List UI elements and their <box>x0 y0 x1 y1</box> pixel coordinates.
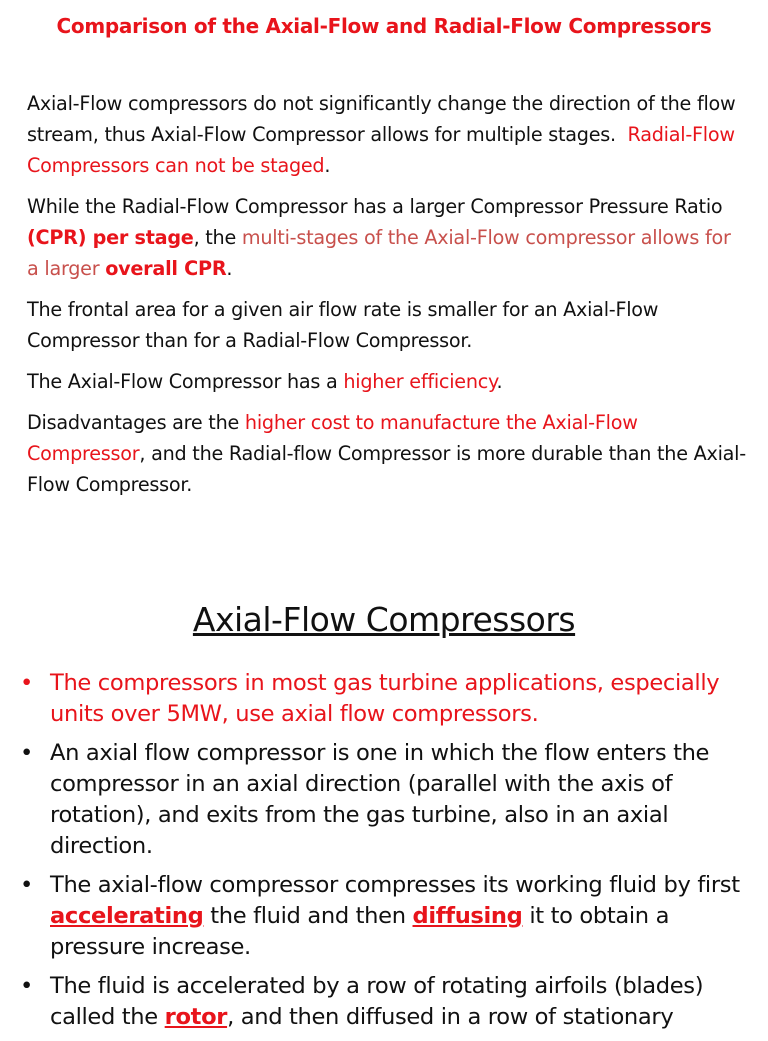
paragraph-3: The frontal area for a given air flow rate is smaller for an Axial-Flow Compressor than for a Radial-Flow Compressor. <box>27 298 659 352</box>
bullet-2-text: An axial flow compressor is one in which the flow enters the compressor in an axial direction (parallel with the axis of rotation), and exits from the gas turbine, also in an axial direction. <box>50 740 710 859</box>
bullet-list <box>20 668 760 1041</box>
paragraph-4-end: . <box>496 370 503 393</box>
bullet-4-text: The fluid is accelerated by a row of rotating airfoils (blades) called the <box>50 973 704 1030</box>
paragraph-1-highlight: Radial-Flow Compressors can not be staged <box>27 123 735 177</box>
bullet-3-text: The axial-flow compressor compresses its working fluid by first <box>50 872 740 898</box>
paragraph-2-end: . <box>226 257 233 280</box>
slide-1-body <box>27 88 747 510</box>
paragraph-2 <box>27 191 747 284</box>
bullet-4-rotor: rotor <box>164 1004 228 1030</box>
bullet-3-diffusing: diffusing <box>412 903 523 929</box>
bullet-icon: • <box>20 670 33 696</box>
paragraph-1-text: Axial-Flow compressors do not significantly change the direction of the flow stream, thus Axial-Flow Compressor allows for multiple stages. <box>27 92 736 146</box>
slide-1-title: Comparison of the Axial-Flow and Radial-Flow Compressors <box>56 14 712 38</box>
bullet-icon: • <box>20 973 33 999</box>
bullet-item-3 <box>20 870 760 963</box>
paragraph-1 <box>27 88 747 181</box>
paragraph-2-cpr: (CPR) per stage <box>27 226 194 249</box>
slide-2-title: Axial-Flow Compressors <box>192 600 576 639</box>
paragraph-1-end: . <box>324 154 331 177</box>
bullet-4-end: , and then diffused in a row of stationary <box>227 1004 674 1030</box>
paragraph-4 <box>27 366 747 397</box>
paragraph-5-highlight: higher cost to manufacture the Axial-Flow Compressor <box>27 411 638 465</box>
paragraph-2-mid: , the <box>193 226 237 249</box>
paragraph-5-end: , and the Radial-flow Compressor is more durable than the Axial-Flow Compressor. <box>27 442 746 496</box>
paragraph-4-highlight: higher efficiency <box>343 370 497 393</box>
bullet-3-mid: the fluid and then <box>210 903 406 929</box>
bullet-1-text: The compressors in most gas turbine applications, especially units over 5MW, use axial flow compressors. <box>50 670 720 727</box>
paragraph-4-text: The Axial-Flow Compressor has a <box>27 370 338 393</box>
paragraph-2-text: While the Radial-Flow Compressor has a larger Compressor Pressure Ratio <box>27 195 723 218</box>
bullet-item-1 <box>20 668 760 730</box>
paragraph-5-text: Disadvantages are the <box>27 411 240 434</box>
bullet-3-end: it to obtain a pressure increase. <box>50 903 670 960</box>
bullet-icon: • <box>20 740 33 766</box>
bullet-item-2 <box>20 738 760 862</box>
paragraph-2-highlight: multi-stages of the Axial-Flow compressor allows for a larger <box>27 226 731 280</box>
paragraph-5 <box>27 407 747 500</box>
paragraph-2-overall-cpr: overall CPR <box>105 257 227 280</box>
bullet-icon: • <box>20 872 33 898</box>
bullet-3-accelerating: accelerating <box>50 903 204 929</box>
